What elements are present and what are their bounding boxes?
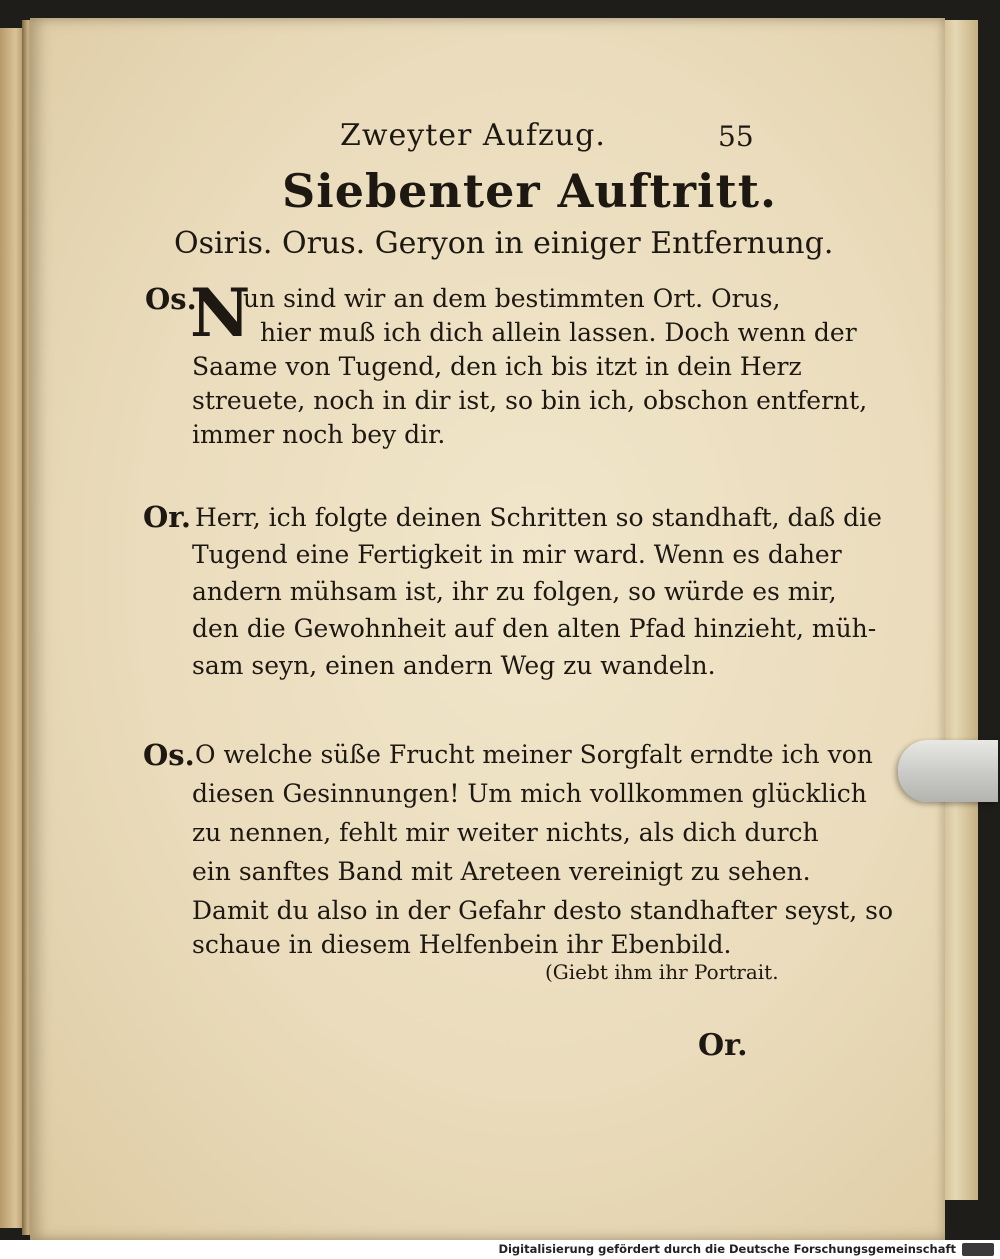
speech-line: andern mühsam ist, ihr zu folgen, so würde es mir, xyxy=(192,577,837,606)
speech-line: schaue in diesem Helfenbein ihr Ebenbild. xyxy=(192,930,732,959)
page-number: 55 xyxy=(718,120,754,153)
speech-line: ein sanftes Band mit Areteen vereinigt zu sehen. xyxy=(192,857,811,886)
speech-line: streuete, noch in dir ist, so bin ich, obschon entfernt, xyxy=(192,386,868,415)
speaker-label: Or. xyxy=(143,500,191,534)
speech-line: den die Gewohnheit auf den alten Pfad hinzieht, müh- xyxy=(192,614,877,643)
speech-line: sam seyn, einen andern Weg zu wandeln. xyxy=(192,651,716,680)
drop-capital: N xyxy=(190,274,251,352)
footer-credit: Digitalisierung gefördert durch die Deutsche Forschungsgemeinschaft xyxy=(498,1242,956,1256)
bookmark-tab[interactable] xyxy=(898,740,998,802)
speech-line: zu nennen, fehlt mir weiter nichts, als dich durch xyxy=(192,818,819,847)
speech-line: Saame von Tugend, den ich bis itzt in dein Herz xyxy=(192,352,802,381)
speech-line: immer noch bey dir. xyxy=(192,420,446,449)
catchword: Or. xyxy=(698,1028,748,1063)
speech-line: O welche süße Frucht meiner Sorgfalt erndte ich von xyxy=(195,740,873,769)
scene-title: Siebenter Auftritt. xyxy=(282,164,777,218)
running-head: Zweyter Aufzug. xyxy=(340,118,606,153)
cast-list: Osiris. Orus. Geryon in einiger Entfernung. xyxy=(174,226,834,261)
speech-line: Tugend eine Fertigkeit in mir ward. Wenn es daher xyxy=(192,540,842,569)
speaker-label: Os. xyxy=(145,282,197,316)
stage-direction: (Giebt ihm ihr Portrait. xyxy=(545,960,779,984)
page-stack-edge xyxy=(940,20,978,1200)
speech-line: Herr, ich folgte deinen Schritten so standhaft, daß die xyxy=(195,503,882,532)
speech-line: diesen Gesinnungen! Um mich vollkommen glücklich xyxy=(192,779,867,808)
speech-line: un sind wir an dem bestimmten Ort. Orus, xyxy=(243,284,781,313)
speech-line: hier muß ich dich allein lassen. Doch wenn der xyxy=(260,318,857,347)
dfg-logo-icon xyxy=(962,1243,994,1256)
speaker-label: Os. xyxy=(143,738,195,772)
speech-line: Damit du also in der Gefahr desto standhafter seyst, so xyxy=(192,896,894,925)
